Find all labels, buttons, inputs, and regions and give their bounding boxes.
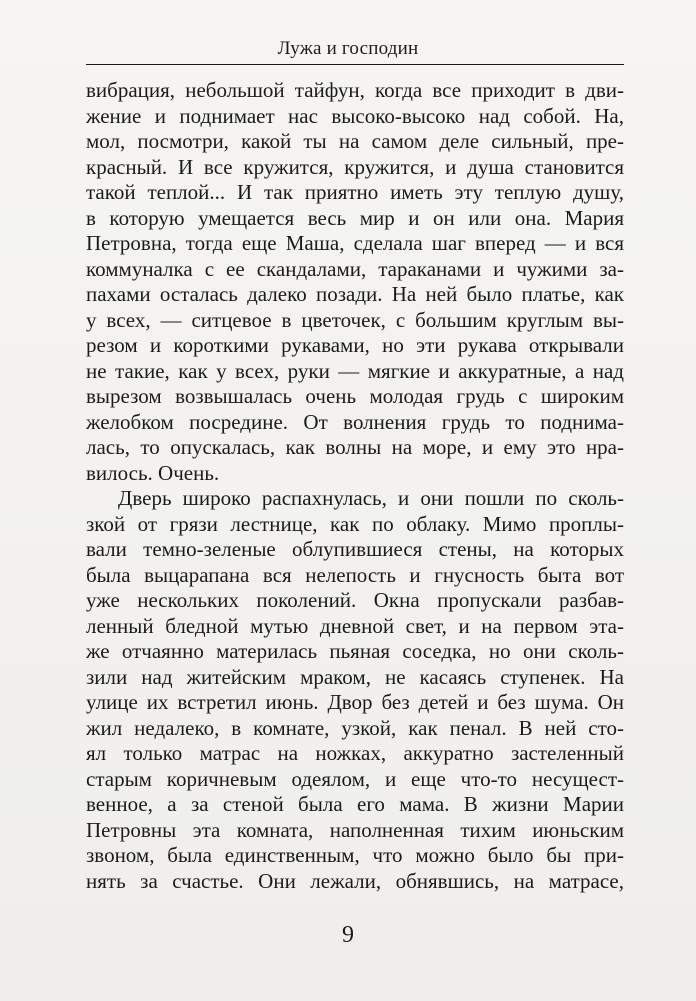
- text-line: коммуналка с ее скандалами, тараканами и чужими за-: [86, 256, 624, 281]
- text-line: вибрация, небольшой тайфун, когда все приходит в дви-: [86, 78, 624, 102]
- text-line: венное, а за стеной была его мама. В жизни Марии: [86, 792, 624, 816]
- text-line: Петровны эта комната, наполненная тихим июньским: [86, 817, 624, 842]
- text-line: у всех, — ситцевое в цветочек, с большим круглым вы-: [86, 307, 624, 332]
- text-line-paragraph-start: Дверь широко распахнулась, и они пошли по сколь-: [118, 486, 624, 510]
- text-line: ял только матрас на ножках, аккуратно застеленный: [86, 741, 624, 765]
- text-line: красный. И все кружится, кружится, и душа становится: [86, 154, 624, 179]
- text-line: мол, посмотри, какой ты на самом деле сильный, пре-: [86, 129, 624, 153]
- text-line: нять за счастье. Они лежали, обнявшись, на матрасе,: [86, 868, 624, 893]
- header-rule: [86, 64, 624, 65]
- text-line: звоном, была единственным, что можно было бы при-: [86, 843, 624, 867]
- text-line: жил недалеко, в комнате, узкой, как пенал. В ней сто-: [86, 715, 624, 740]
- text-line: в которую умещается весь мир и он или она. Мария: [86, 205, 624, 230]
- text-line: улице их встретил июнь. Двор без детей и без шума. Он: [86, 690, 624, 714]
- text-line: была выцарапана вся нелепость и гнусность быта вот: [86, 562, 624, 587]
- running-head: Лужа и господин: [277, 38, 419, 59]
- text-line: такой теплой... И так приятно иметь эту теплую душу,: [86, 180, 624, 204]
- text-line: не такие, как у всех, руки — мягкие и аккуратные, а над: [86, 358, 624, 383]
- text-line: вырезом возвышалась очень молодая грудь с широким: [86, 384, 624, 408]
- text-line: пахами осталась далеко позади. На ней было платье, как: [86, 282, 624, 306]
- text-line: зкой от грязи лестнице, как по облаку. Мимо проплы-: [86, 511, 624, 536]
- text-line: уже нескольких поколений. Окна пропускали разбав-: [86, 588, 624, 612]
- text-line: резом и короткими рукавами, но эти рукава открывали: [86, 333, 624, 357]
- text-line: лась, то опускалась, как волны на море, и ему это нра-: [86, 435, 624, 459]
- text-line: зили над житейским мраком, не касаясь ступенек. На: [86, 664, 624, 689]
- text-line: жение и поднимает нас высоко-высоко над собой. На,: [86, 103, 624, 128]
- text-line: желобком посредине. От волнения грудь то поднима-: [86, 409, 624, 434]
- body-text: [86, 78, 624, 894]
- text-line: ленный бледной мутью дневной свет, и на первом эта-: [86, 613, 624, 638]
- text-line-paragraph-end: вилось. Очень.: [86, 460, 220, 485]
- text-line: старым коричневым одеялом, и еще что-то несущест-: [86, 766, 624, 791]
- text-line: же отчаянно материлась пьяная соседка, но они сколь-: [86, 639, 624, 663]
- page-number: 9: [342, 922, 354, 948]
- text-line: Петровна, тогда еще Маша, сделала шаг вперед — и вся: [86, 231, 624, 255]
- text-line: вали темно-зеленые облупившиеся стены, на которых: [86, 537, 624, 561]
